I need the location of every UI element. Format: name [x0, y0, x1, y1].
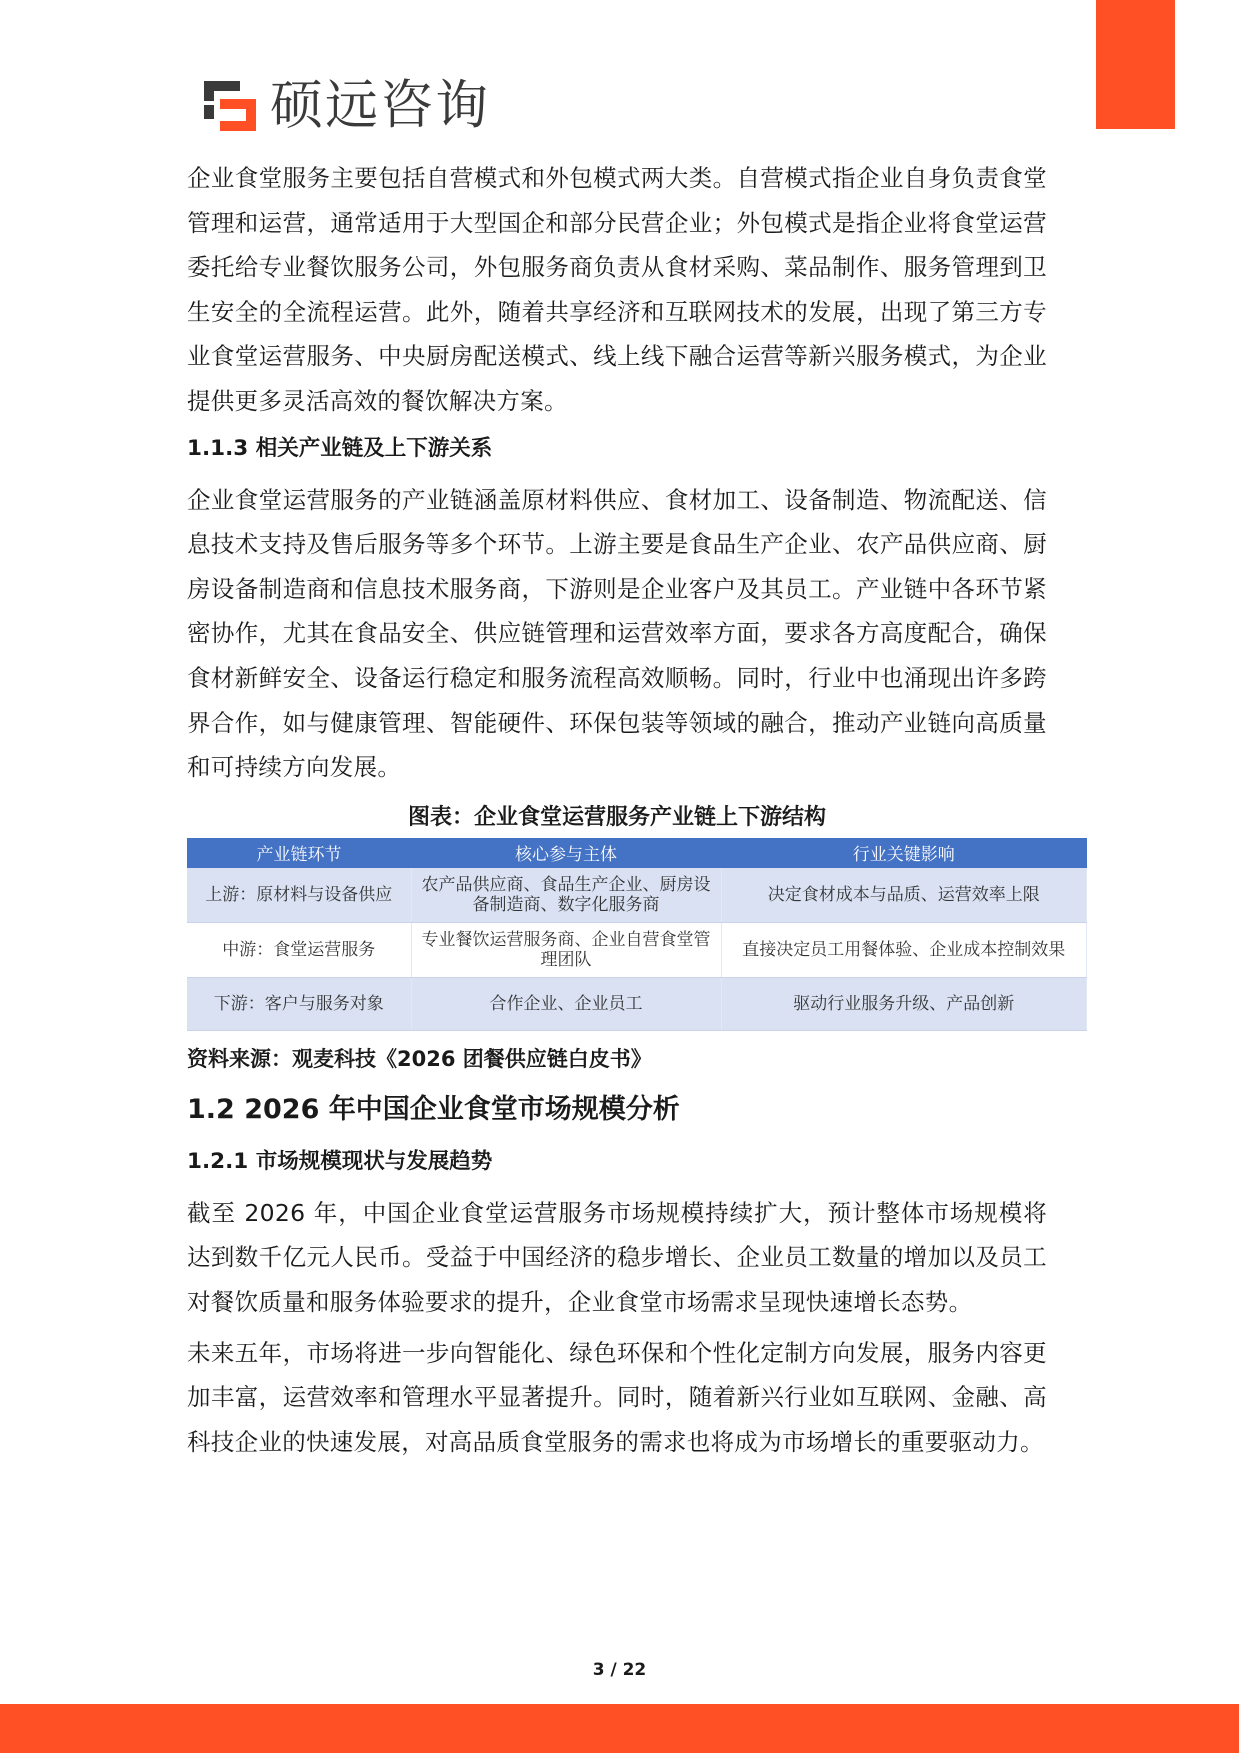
figure-source: 资料来源：观麦科技《2026 团餐供应链白皮书》 — [187, 1046, 652, 1071]
footer-accent-bar — [0, 1704, 1239, 1753]
table-cell: 决定食材成本与品质、运营效率上限 — [721, 868, 1087, 923]
heading-1-2: 1.2 2026 年中国企业食堂市场规模分析 — [187, 1093, 680, 1125]
brand-logo — [200, 74, 490, 136]
page-number: 3 / 22 — [592, 1660, 647, 1680]
market-size-paragraph: 截至 2026 年，中国企业食堂运营服务市场规模持续扩大，预计整体市场规模将达到数千亿元人民币。受益于中国经济的稳步增长、企业员工数量的增加以及员工对餐饮质量和服务体验要求的提升，企业食堂市场需求呈现快速增长态势。 — [187, 1198, 1047, 1316]
industry-chain-paragraph: 企业食堂运营服务的产业链涵盖原材料供应、食材加工、设备制造、物流配送、信息技术支持及售后服务等多个环节。上游主要是食品生产企业、农产品供应商、厨房设备制造商和信息技术服务商，下游则是企业客户及其员工。产业链中各环节紧密协作，尤其在食品安全、供应链管理和运营效率方面，要求各方高度配合，确保食材新鲜安全、设备运行稳定和服务流程高效顺畅。同时，行业中也涌现出许多跨界合作，如与健康管理、智能硬件、环保包装等领域的融合，推动产业链向高质量和可持续方向发展。 — [187, 485, 1047, 782]
table-cell: 直接决定员工用餐体验、企业成本控制效果 — [721, 922, 1087, 977]
corner-accent-tab — [1096, 0, 1175, 129]
table-cell: 上游：原材料与设备供应 — [187, 868, 411, 923]
intro-paragraph: 企业食堂服务主要包括自营模式和外包模式两大类。自营模式指企业自身负责食堂管理和运营，通常适用于大型国企和部分民营企业；外包模式是指企业将食堂运营委托给专业餐饮服务公司，外包服务商负责从食材采购、菜品制作、服务管理到卫生安全的全流程运营。此外，随着共享经济和互联网技术的发展，出现了第三方专业食堂运营服务、中央厨房配送模式、线上线下融合运营等新兴服务模式，为企业提供更多灵活高效的餐饮解决方案。 — [187, 164, 1047, 415]
heading-1-2-1: 1.2.1 市场规模现状与发展趋势 — [187, 1148, 493, 1174]
trend-paragraph: 未来五年，市场将进一步向智能化、绿色环保和个性化定制方向发展，服务内容更加丰富，运营效率和管理水平显著提升。同时，随着新兴行业如互联网、金融、高科技企业的快速发展，对高品质食堂服务的需求也将成为市场增长的重要驱动力。 — [187, 1338, 1047, 1456]
table-cell: 驱动行业服务升级、产品创新 — [721, 977, 1087, 1030]
table-row — [187, 922, 1087, 977]
heading-1-1-3: 1.1.3 相关产业链及上下游关系 — [187, 435, 493, 461]
column-header: 产业链环节 — [187, 838, 411, 868]
industry-chain-table — [187, 838, 1087, 1031]
table-row — [187, 977, 1087, 1030]
table-cell: 农产品供应商、食品生产企业、厨房设备制造商、数字化服务商 — [411, 868, 721, 923]
page-content — [187, 156, 1066, 1470]
column-header: 核心参与主体 — [411, 838, 721, 868]
table-row — [187, 868, 1087, 923]
table-header-row — [187, 838, 1087, 868]
figure-title: 图表：企业食堂运营服务产业链上下游结构 — [407, 804, 826, 830]
table-cell: 中游：食堂运营服务 — [187, 922, 411, 977]
column-header: 行业关键影响 — [721, 838, 1087, 868]
table-cell: 下游：客户与服务对象 — [187, 977, 411, 1030]
table-cell: 专业餐饮运营服务商、企业自营食堂管理团队 — [411, 922, 721, 977]
brand-name: 硕远咨询 — [270, 74, 490, 136]
brand-mark-icon — [200, 75, 260, 135]
table-cell: 合作企业、企业员工 — [411, 977, 721, 1030]
